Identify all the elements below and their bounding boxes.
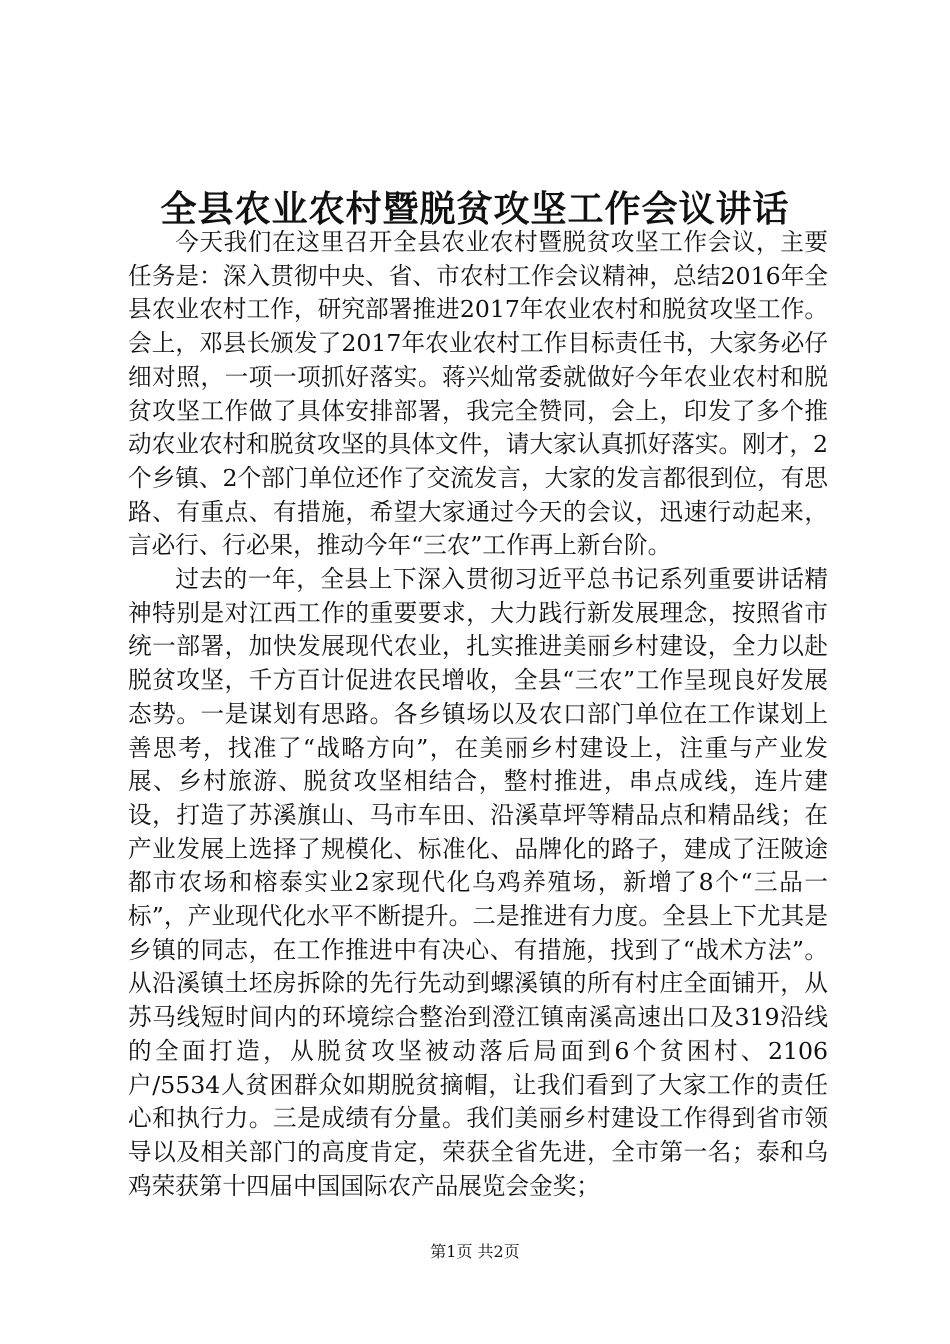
document-title: 全县农业农村暨脱贫攻坚工作会议讲话 — [160, 188, 790, 230]
page-number: 第1页 共2页 — [430, 1242, 520, 1261]
document-body — [128, 226, 828, 1203]
paragraph: 今天我们在这里召开全县农业农村暨脱贫攻坚工作会议，主要任务是：深入贯彻中央、省、市农村工作会议精神，总结2016年全县农业农村工作，研究部署推进2017年农业农村和脱贫攻坚工作。会上，邓县长颁发了2017年农业农村工作目标责任书，大家务必仔细对照，一项一项抓好落实。蒋兴灿常委就做好今年农业农村和脱贫攻坚工作做了具体安排部署，我完全赞同，会上，印发了多个推动农业农村和脱贫攻坚的具体文件，请大家认真抓好落实。刚才，2个乡镇、2个部门单位还作了交流发言，大家的发言都很到位，有思路、有重点、有措施，希望大家通过今天的会议，迅速行动起来，言必行、行必果，推动今年“三农”工作再上新台阶。 — [128, 228, 828, 560]
paragraph: 过去的一年，全县上下深入贯彻习近平总书记系列重要讲话精神特别是对江西工作的重要要求，大力践行新发展理念，按照省市统一部署，加快发展现代农业，扎实推进美丽乡村建设，全力以赴脱贫攻坚，千方百计促进农民增收，全县“三农”工作呈现良好发展态势。一是谋划有思路。各乡镇场以及农口部门单位在工作谋划上善思考，找准了“战略方向”，在美丽乡村建设上，注重与产业发展、乡村旅游、脱贫攻坚相结合，整村推进，串点成线，连片建设，打造了苏溪旗山、马市车田、沿溪草坪等精品点和精品线；在产业发展上选择了规模化、标准化、品牌化的路子，建成了汪陂途都市农场和榕泰实业2家现代化乌鸡养殖场，新增了8个“三品一标”，产业现代化水平不断提升。二是推进有力度。全县上下尤其是乡镇的同志，在工作推进中有决心、有措施，找到了“战术方法”。从沿溪镇土坯房拆除的先行先动到螺溪镇的所有村庄全面铺开，从苏马线短时间内的环境综合整治到澄江镇南溪高速出口及319沿线的全面打造，从脱贫攻坚被动落后局面到6个贫困村、2106户/5534人贫困群众如期脱贫摘帽，让我们看到了大家工作的责任心和执行力。三是成绩有分量。我们美丽乡村建设工作得到省市领导以及相关部门的高度肯定，荣获全省先进，全市第一名；泰和乌鸡荣获第十四届中国国际农产品展览会金奖； — [128, 565, 828, 1200]
